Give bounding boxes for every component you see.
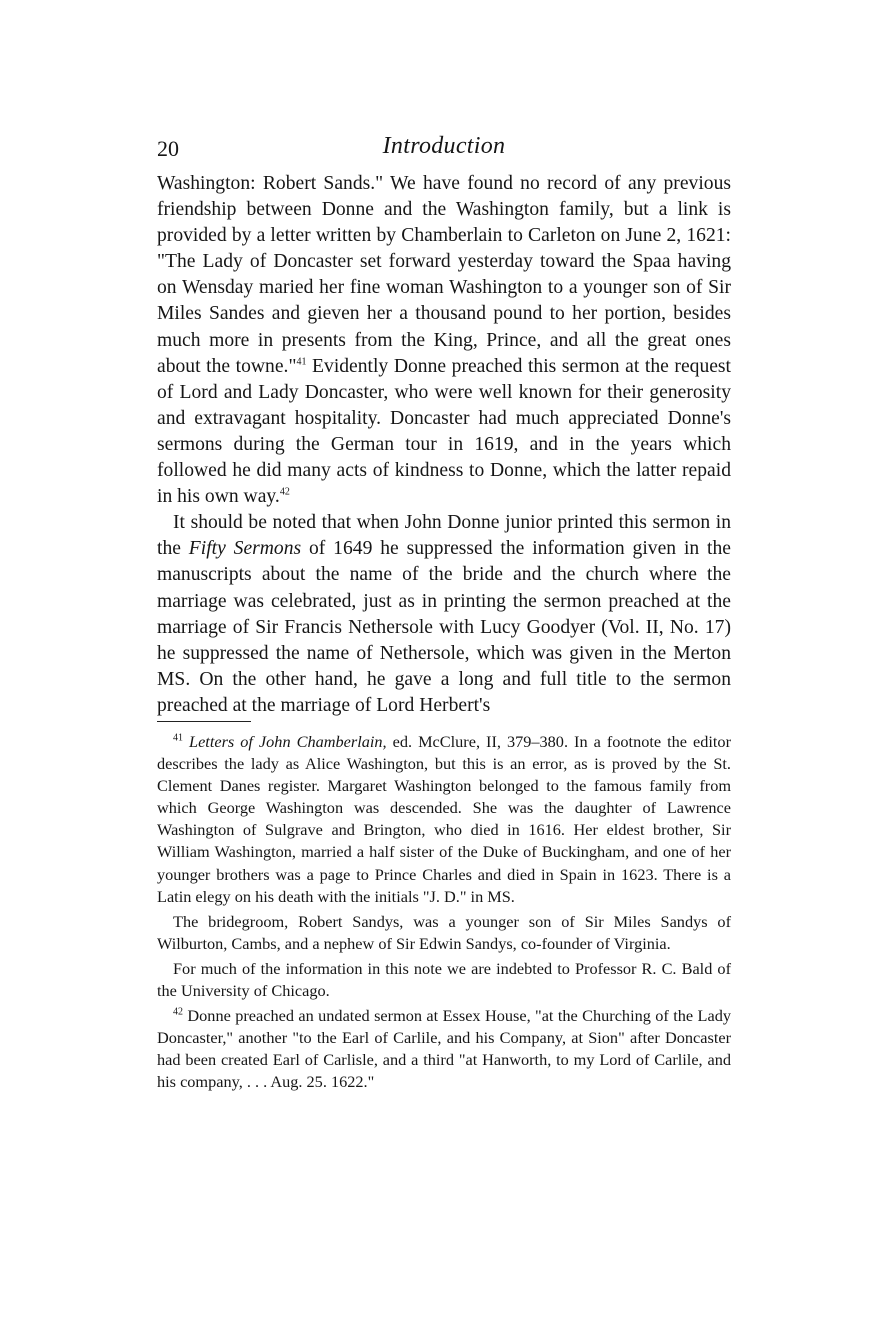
- footnote-41-text: ed. McClure, II, 379–380. In a footnote the editor describes the lady as Alice Washington, but this is an error, as is proved by the St. Clement Danes register. Margaret Washington belonged to the famous family from which George Washington was descended. She was the daughter of Lawrence Washington of Sulgrave and Brington, who died in 1616. Her eldest brother, Sir William Washington, married a half sister of the Duke of Buckingham, and one of her younger brothers was a page to Prince Charles and died in Spain in 1623. There is a Latin elegy on his death with the initials "J. D." in MS.: [157, 731, 731, 906]
- paragraph-1-text-a: Washington: Robert Sands." We have found no record of any previous friendship between Donne and the Washington family, but a link is provided by a letter written by Chamberlain to Carleton on June 2, 1621: "The Lady of Doncaster set forward yesterday toward the Spaa having on Wensday maried her fine woman Washington to a younger son of Sir Miles Sandes and gieven her a thousand pound to her portion, besides much more in presents from the King, Prince, and all the great ones about the towne.": [157, 173, 731, 377]
- book-page: [157, 133, 731, 1093]
- footnote-41-source-title: Letters of John Chamberlain,: [189, 731, 387, 751]
- footnote-41-paragraph-3: For much of the information in this note we are indebted to Professor R. C. Bald of the University of Chicago.: [157, 958, 731, 1000]
- paragraph-1: [157, 171, 731, 510]
- footnote-divider: [157, 721, 251, 722]
- paragraph-2-text-a: It should be noted that when John Donne junior printed this sermon in the: [157, 512, 731, 560]
- footnote-42: [157, 1005, 731, 1093]
- footnote-41: [157, 731, 731, 908]
- paragraph-2: [157, 510, 731, 719]
- footnote-42-text: Donne preached an undated sermon at Essex House, "at the Churching of the Lady Doncaster," another "to the Earl of Carlile, and his Company, at Sion" after Doncaster had been created Earl of Carlisle, and a third "at Hanworth, to my Lord of Carlile, and his company, . . . Aug. 25. 1622.": [157, 1006, 731, 1092]
- running-head: Introduction: [382, 133, 506, 159]
- paragraph-1-text-b: Evidently Donne preached this sermon at the request of Lord and Lady Doncaster, who were well known for their generosity and extravagant hospitality. Doncaster had much appreciated Donne's sermons during the German tour in 1619, and in the years which followed he did many acts of kindness to Donne, which the latter repaid in his own way.: [157, 355, 732, 508]
- footnote-ref-42: 42: [279, 486, 290, 498]
- book-title-fifty-sermons: Fifty Sermons: [188, 538, 302, 560]
- footnote-ref-41: 41: [296, 356, 307, 368]
- footnotes: [157, 731, 731, 1094]
- body-text: [157, 171, 731, 719]
- paragraph-2-text-b: of 1649 he suppressed the information given in the manuscripts about the name of the bride and the church where the marriage was celebrated, just as in printing the sermon preached at the marriage of Sir Francis Nethersole with Lucy Goodyer (Vol. II, No. 17) he suppressed the name of Nethersole, which was given in the Merton MS. On the other hand, he gave a long and full title to the sermon preached at the marriage of Lord Herbert's: [157, 538, 731, 716]
- footnote-41-marker: 41: [173, 732, 183, 744]
- footnote-42-marker: 42: [173, 1006, 183, 1018]
- page-number: 20: [157, 136, 179, 161]
- footnote-41-paragraph-2: The bridegroom, Robert Sandys, was a younger son of Sir Miles Sandys of Wilburton, Cambs, and a nephew of Sir Edwin Sandys, co-founder of Virginia.: [157, 911, 731, 953]
- page-header: [157, 133, 731, 167]
